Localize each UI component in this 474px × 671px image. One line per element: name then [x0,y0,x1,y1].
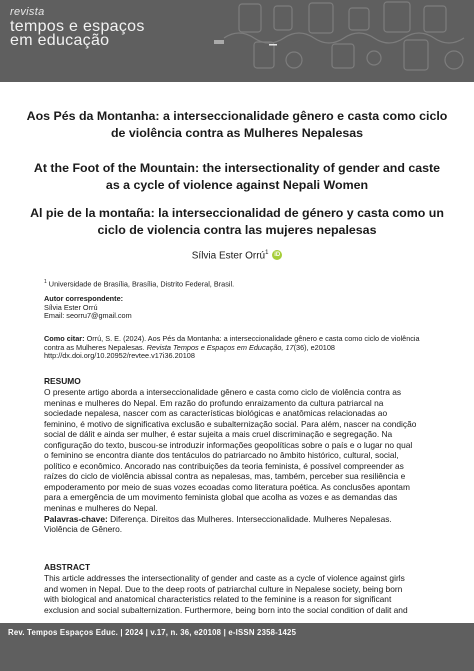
abstract-line: This article addresses the intersectionality of gender and caste as a cycle of violence against girls [44,573,405,583]
keywords-line2: Violência de Gênero. [44,524,123,535]
resumo-line: O presente artigo aborda a interseccionalidade gênero e casta como ciclo de violência contra as [44,387,402,397]
corresponding-heading: Autor correspondente: [44,294,124,303]
resumo-line: para a emergência de um movimento feminista global que acolha as vozes e as demandas das [44,492,398,503]
citation-journal: Revista Tempos e Espaços em Educação, 17 [146,342,294,352]
title-en-line1: At the Foot of the Mountain: the intersectionality of gender and caste [33,161,441,175]
corresponding-email: Email: seorru7@gmail.com [44,311,132,321]
decorative-pattern [214,0,474,82]
journal-title-line1: tempos e espaços [10,18,145,35]
abstract-line: and women in Nepal. Due to the deep roots of patriarchal culture in Nepalese society, being born [44,583,403,594]
resumo-line: social de dálit e ainda ser mulher, é estar sujeita a mais cruel discriminação e segregação. Na [44,429,393,440]
author-affiliation-marker: 1 [265,250,269,256]
author-name: Sílvia Ester Orrú [191,250,266,262]
journal-header-banner [0,0,474,82]
journal-title-line2: em educação [10,32,110,49]
orcid-icon[interactable]: iD [274,252,281,258]
title-portuguese [20,108,454,141]
resumo-body [44,387,430,535]
citation-text-3: (36), e20108 [293,342,335,352]
resumo-line: o feminino se encontra diante dos tentáculos do patriarcado no âmbito histórico, cultural, social, [44,450,399,461]
corresponding-author [44,295,434,321]
title-english [20,160,454,193]
resumo-line: configuração do texto, buscou-se introduzir informações geopolíticas sobre o país e o lugar no qual [44,439,413,450]
title-pt-line1: Aos Pés da Montanha: a interseccionalidade gênero e casta como ciclo [26,109,448,123]
title-spanish [20,205,454,238]
citation-text-2: contra as Mulheres Nepalesas. [44,342,147,352]
title-es-line2: ciclo de violencia contra las mujeres nepalesas [97,222,377,237]
journal-prefix: revista [10,6,45,18]
affiliation [44,278,434,289]
title-en-line2: as a cycle of violence against Nepali Women [105,177,369,192]
resumo-line: sociedade nepalesa, nascer com as características biológicas e anatômicas relacionadas ao [44,408,388,419]
affiliation-text: Universidade de Brasília, Brasília, Distrito Federal, Brasil. [46,279,235,289]
keywords-text: Diferença. Direitos das Mulheres. Interseccionalidade. Mulheres Nepalesas. [107,513,392,524]
resumo-line: meninas e mulheres do Nepal. [44,503,158,514]
title-es-line1: Al pie de la montaña: la interseccionalidad de género y casta como un [30,206,444,220]
resumo-line: meninas e mulheres do Nepal. Em razão do profundo enraizamento da cultura patriarcal na [44,397,384,408]
abstract-heading: ABSTRACT [44,562,91,572]
author-line [0,250,474,261]
citation-text-1: Orrú, S. E. (2024). Aos Pés da Montanha: a interseccionalidade gênero e casta como ciclo de violência [84,334,420,343]
citation-block [44,335,434,361]
resumo-line: político e econômico. Ancorado nas contribuições da teoria feminista, é possível compreender as [44,460,404,471]
journal-title [10,20,145,48]
resumo-line: empoderamento por meio de suas vozes ecoadas como literatura poética. As conclusões apontam [44,481,410,492]
resumo-heading: RESUMO [44,376,81,386]
keywords-line1 [44,514,430,525]
abstract-body [44,573,430,615]
citation-doi-link[interactable]: http://dx.doi.org/10.20952/revtee.v17i36.20108 [44,351,195,361]
abstract-line: with biological and anatomical characteristics related to the feminine is a reason for significant [44,594,392,605]
citation-label: Como citar: [44,334,85,343]
resumo-line: feminino, é motivo de significativa exclusão e subalternização social. Para além, nascer na condição [44,418,417,429]
keywords-label: Palavras-chave: [44,513,108,524]
footer-citation: Rev. Tempos Espaços Educ. | 2024 | v.17, n. 36, e20108 | e-ISSN 2358-1425 [8,628,297,637]
corresponding-name: Sílvia Ester Orrú [44,302,98,312]
affiliation-marker: 1 [44,279,47,285]
title-pt-line2: de violência contra as Mulheres Nepalesas [110,125,364,140]
resumo-line: raízes do ciclo de violência abissal contra as nepalesas, mas, também, perceber sua resiliência e [44,471,406,482]
abstract-line: exclusion and social subalternization. Furthermore, being born into the social condition of dalit and [44,604,408,615]
